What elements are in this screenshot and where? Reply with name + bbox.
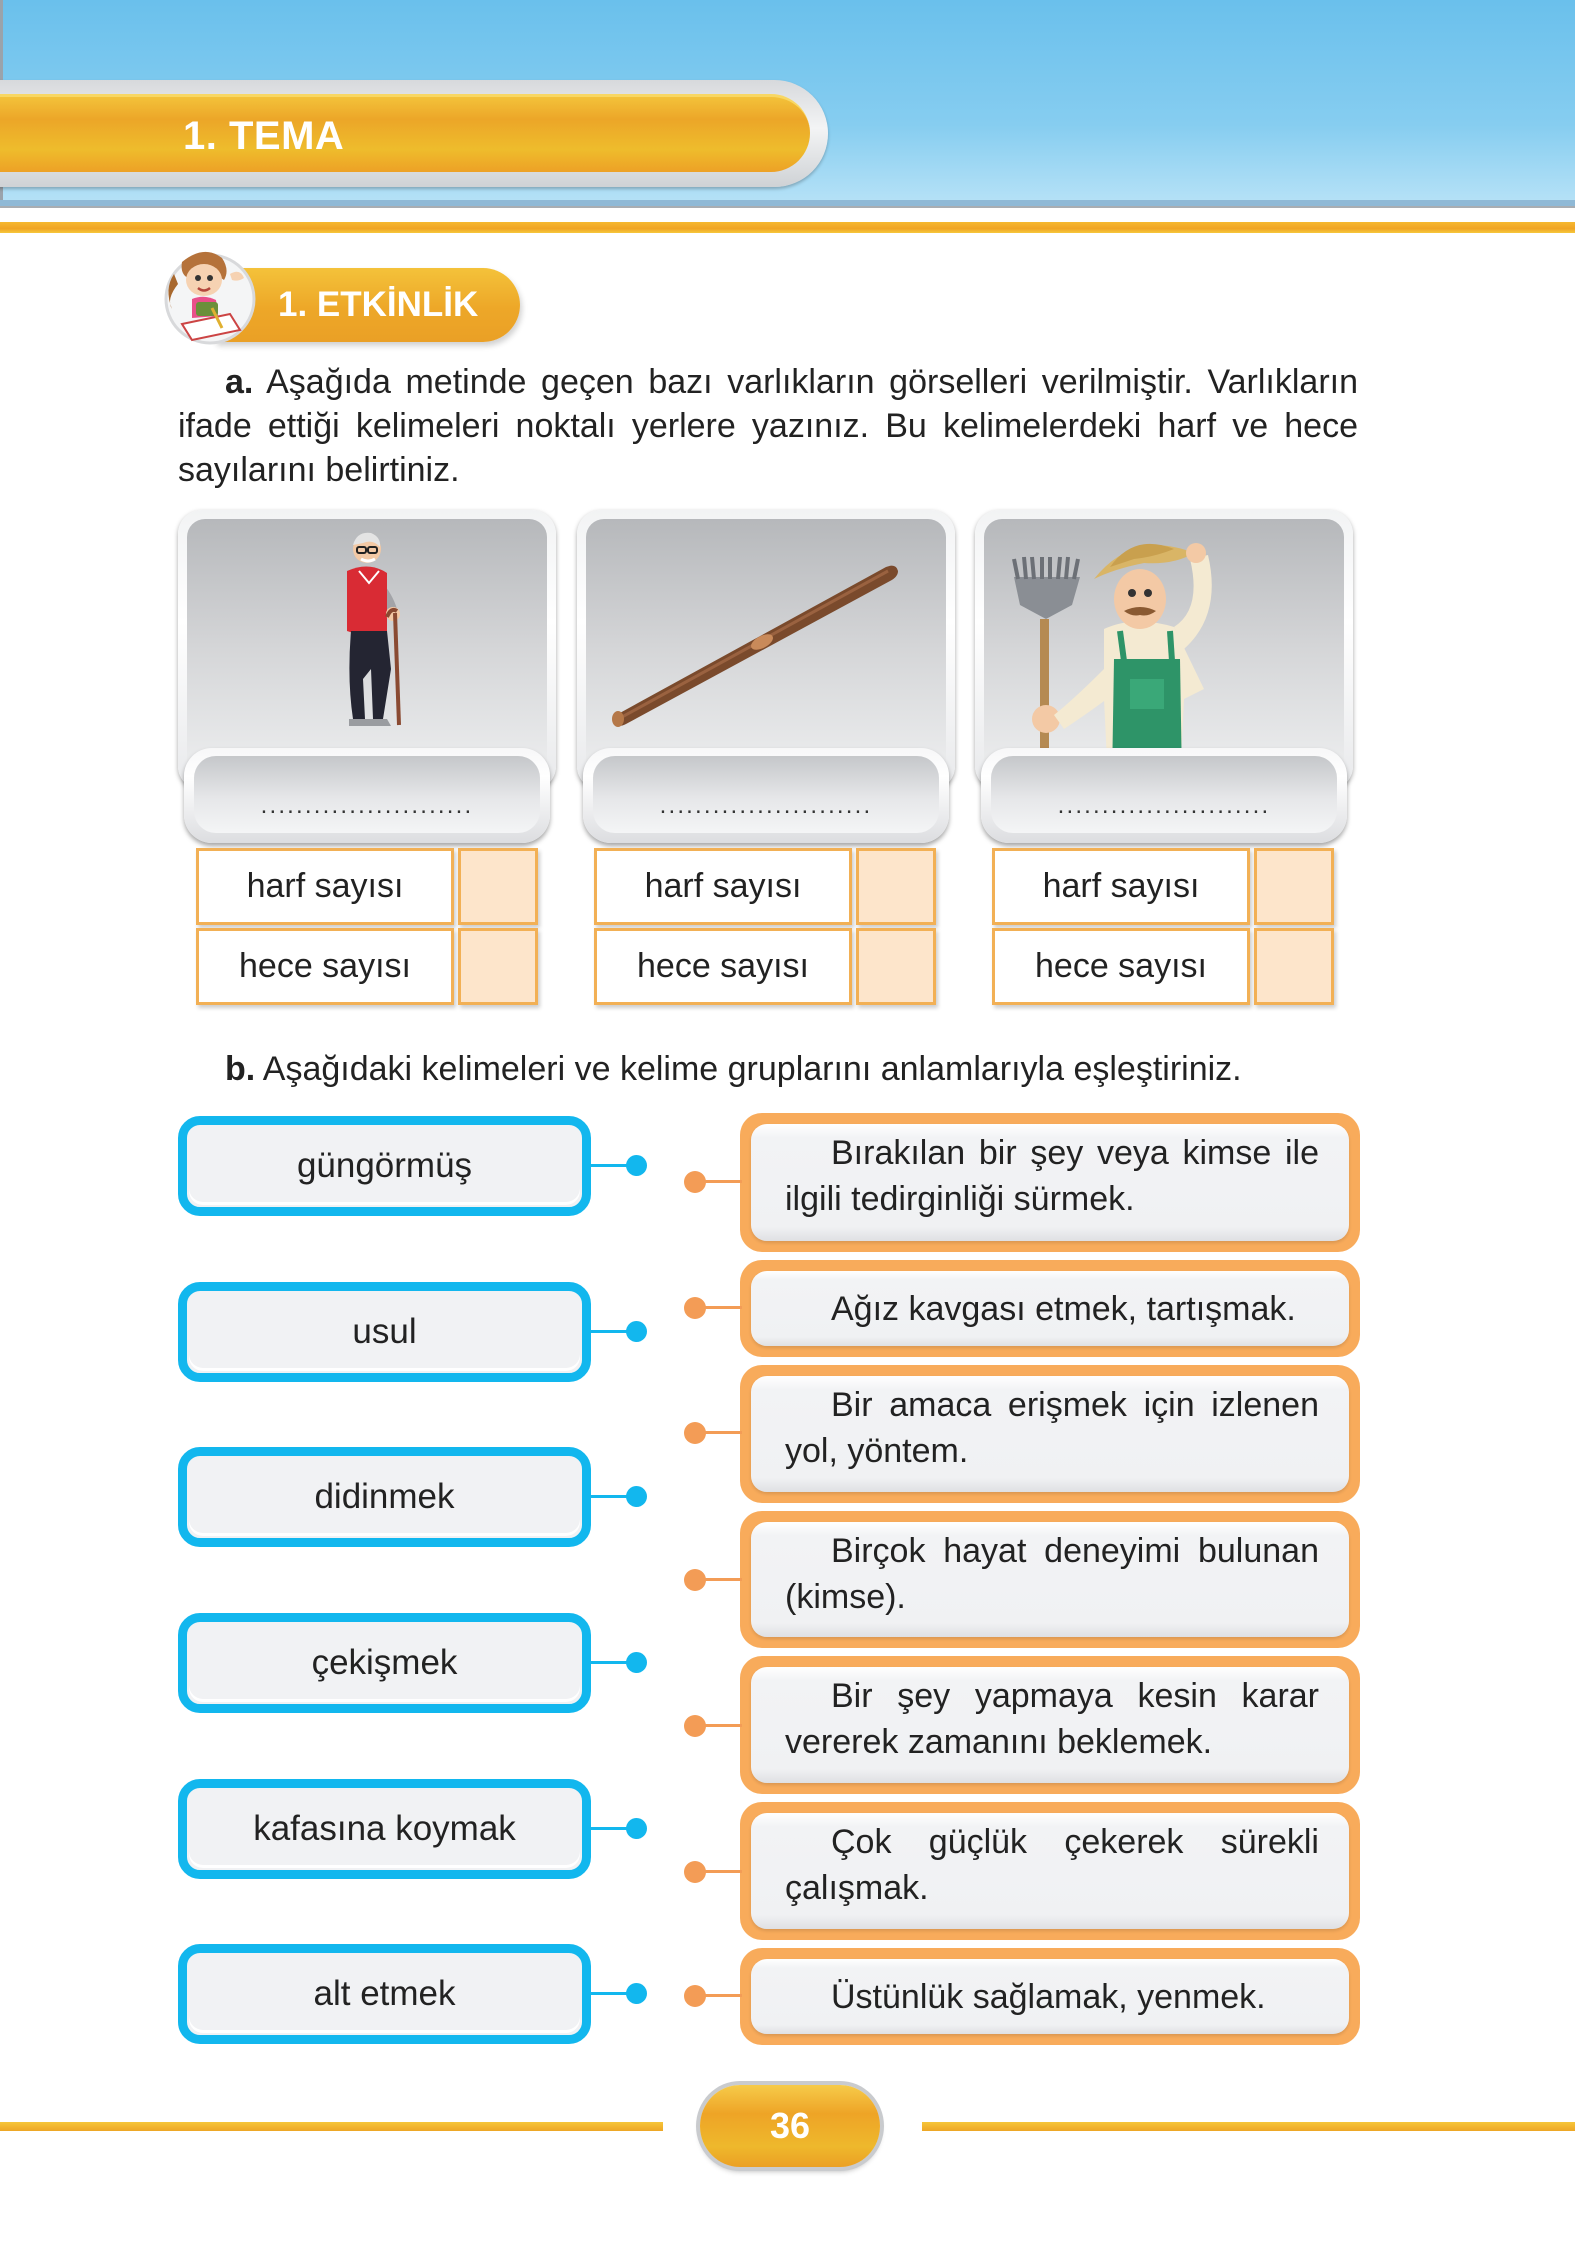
word-text: alt etmek xyxy=(313,1974,456,2013)
meaning-line-1: Bir şey yapmaya kesin karar xyxy=(831,1677,1319,1715)
word-match-dot[interactable] xyxy=(626,1155,647,1176)
answer-field[interactable] xyxy=(991,756,1337,833)
letter-count-row xyxy=(594,848,939,925)
meaning-text xyxy=(751,1522,1349,1637)
picture-card-stick xyxy=(577,510,955,840)
syllable-count-label: hece sayısı xyxy=(992,928,1250,1005)
syllable-count-input[interactable] xyxy=(458,928,538,1005)
syllable-count-label: hece sayısı xyxy=(196,928,454,1005)
meaning-line-2: vererek zamanını beklemek. xyxy=(785,1723,1213,1761)
theme-pill xyxy=(0,94,810,172)
word-match-dot[interactable] xyxy=(626,1486,647,1507)
answer-tab xyxy=(583,748,949,843)
answer-dotted-line: ........................ xyxy=(659,792,873,819)
meaning-text xyxy=(751,1667,1349,1783)
meaning-box-7[interactable] xyxy=(740,1948,1360,2045)
meaning-line-1: Bırakılan bir şey veya kimse ile xyxy=(831,1134,1319,1172)
word-match-dot[interactable] xyxy=(626,1652,647,1673)
meaning-line-1: Bir amaca erişmek için izlenen xyxy=(831,1386,1319,1424)
meaning-box-5[interactable] xyxy=(740,1656,1360,1794)
meaning-text xyxy=(751,1959,1349,2034)
activity-title: 1. ETKİNLİK xyxy=(278,285,479,324)
part-b-instruction xyxy=(225,1047,1375,1091)
letter-count-row xyxy=(992,848,1337,925)
word-text: çekişmek xyxy=(311,1643,458,1682)
meaning-line-2: ilgili tedirginliği sürmek. xyxy=(785,1180,1135,1218)
meaning-text xyxy=(751,1813,1349,1929)
answer-field[interactable] xyxy=(593,756,939,833)
word-text: kafasına koymak xyxy=(253,1809,516,1848)
meaning-box-1[interactable] xyxy=(740,1113,1360,1252)
footer-line-left xyxy=(0,2122,663,2131)
word-box-cekismek[interactable] xyxy=(178,1613,591,1713)
letter-count-row xyxy=(196,848,541,925)
header-band-edge xyxy=(0,200,1575,208)
word-text: didinmek xyxy=(314,1477,455,1516)
meaning-match-dot[interactable] xyxy=(684,1861,706,1883)
meaning-text xyxy=(751,1376,1349,1492)
word-box-didinmek[interactable] xyxy=(178,1447,591,1547)
part-a-marker: a. xyxy=(225,363,254,401)
answer-field[interactable] xyxy=(194,756,540,833)
letter-count-input[interactable] xyxy=(1254,848,1334,925)
part-a-text: Aşağıda metinde geçen bazı varlıkların görselleri verilmiştir. Varlıkların ifade ettiği kelimeleri noktalı yerlere yazınız. Bu kelimelerdeki harf ve hece sayılarını belirtiniz. xyxy=(178,363,1358,489)
meaning-box-2[interactable] xyxy=(740,1260,1360,1357)
syllable-count-input[interactable] xyxy=(856,928,936,1005)
word-box-alt-etmek[interactable] xyxy=(178,1944,591,2044)
meaning-line-2: (kimse). xyxy=(785,1578,906,1616)
word-text: güngörmüş xyxy=(296,1146,473,1185)
header-divider xyxy=(0,222,1575,233)
syllable-count-input[interactable] xyxy=(1254,928,1334,1005)
count-table-old-man xyxy=(196,848,541,1008)
meaning-match-dot[interactable] xyxy=(684,1985,706,2007)
word-box-kafasina-koymak[interactable] xyxy=(178,1779,591,1879)
wooden-stick-icon xyxy=(586,519,946,781)
meaning-match-dot[interactable] xyxy=(684,1569,706,1591)
meaning-line-1: Üstünlük sağlamak, yenmek. xyxy=(831,1977,1266,2016)
word-match-dot[interactable] xyxy=(626,1983,647,2004)
syllable-count-label: hece sayısı xyxy=(594,928,852,1005)
part-b-marker: b. xyxy=(225,1050,256,1088)
meaning-match-dot[interactable] xyxy=(684,1715,706,1737)
syllable-count-row xyxy=(196,928,541,1005)
theme-title: 1. TEMA xyxy=(183,114,345,158)
word-match-dot[interactable] xyxy=(626,1321,647,1342)
meaning-box-6[interactable] xyxy=(740,1802,1360,1940)
word-box-gungormus[interactable] xyxy=(178,1116,591,1216)
page-number: 36 xyxy=(769,2105,811,2146)
meaning-match-dot[interactable] xyxy=(684,1171,706,1193)
meaning-box-3[interactable] xyxy=(740,1365,1360,1503)
meaning-line-2: yol, yöntem. xyxy=(785,1432,969,1470)
meaning-box-4[interactable] xyxy=(740,1511,1360,1648)
answer-tab xyxy=(184,748,550,843)
count-table-farmer xyxy=(992,848,1337,1008)
syllable-count-row xyxy=(594,928,939,1005)
meaning-text xyxy=(751,1124,1349,1241)
girl-writing-mascot-icon xyxy=(152,244,264,346)
letter-count-label: harf sayısı xyxy=(594,848,852,925)
letter-count-label: harf sayısı xyxy=(196,848,454,925)
word-box-usul[interactable] xyxy=(178,1282,591,1382)
meaning-line-2: çalışmak. xyxy=(785,1869,929,1907)
footer-line-right xyxy=(922,2122,1575,2131)
word-text: usul xyxy=(352,1312,417,1351)
old-man-with-cane-icon xyxy=(187,519,547,781)
page-number-badge xyxy=(700,2085,880,2167)
letter-count-input[interactable] xyxy=(458,848,538,925)
answer-dotted-line: ........................ xyxy=(260,792,474,819)
part-a-instruction xyxy=(178,360,1358,492)
answer-dotted-line: ........................ xyxy=(1057,792,1271,819)
letter-count-input[interactable] xyxy=(856,848,936,925)
meaning-line-1: Çok güçlük çekerek sürekli xyxy=(831,1823,1319,1861)
syllable-count-row xyxy=(992,928,1337,1005)
meaning-line-1: Birçok hayat deneyimi bulunan xyxy=(831,1532,1319,1570)
part-b-text: Aşağıdaki kelimeleri ve kelime gruplarını anlamlarıyla eşleştiriniz. xyxy=(262,1050,1242,1088)
count-table-stick xyxy=(594,848,939,1008)
meaning-text xyxy=(751,1271,1349,1346)
picture-card-old-man xyxy=(178,510,556,840)
meaning-match-dot[interactable] xyxy=(684,1297,706,1319)
word-match-dot[interactable] xyxy=(626,1818,647,1839)
meaning-match-dot[interactable] xyxy=(684,1422,706,1444)
answer-tab xyxy=(981,748,1347,843)
picture-card-farmer xyxy=(975,510,1353,840)
letter-count-label: harf sayısı xyxy=(992,848,1250,925)
farmer-with-rake-icon xyxy=(984,519,1344,781)
meaning-line-1: Ağız kavgası etmek, tartışmak. xyxy=(831,1289,1296,1328)
